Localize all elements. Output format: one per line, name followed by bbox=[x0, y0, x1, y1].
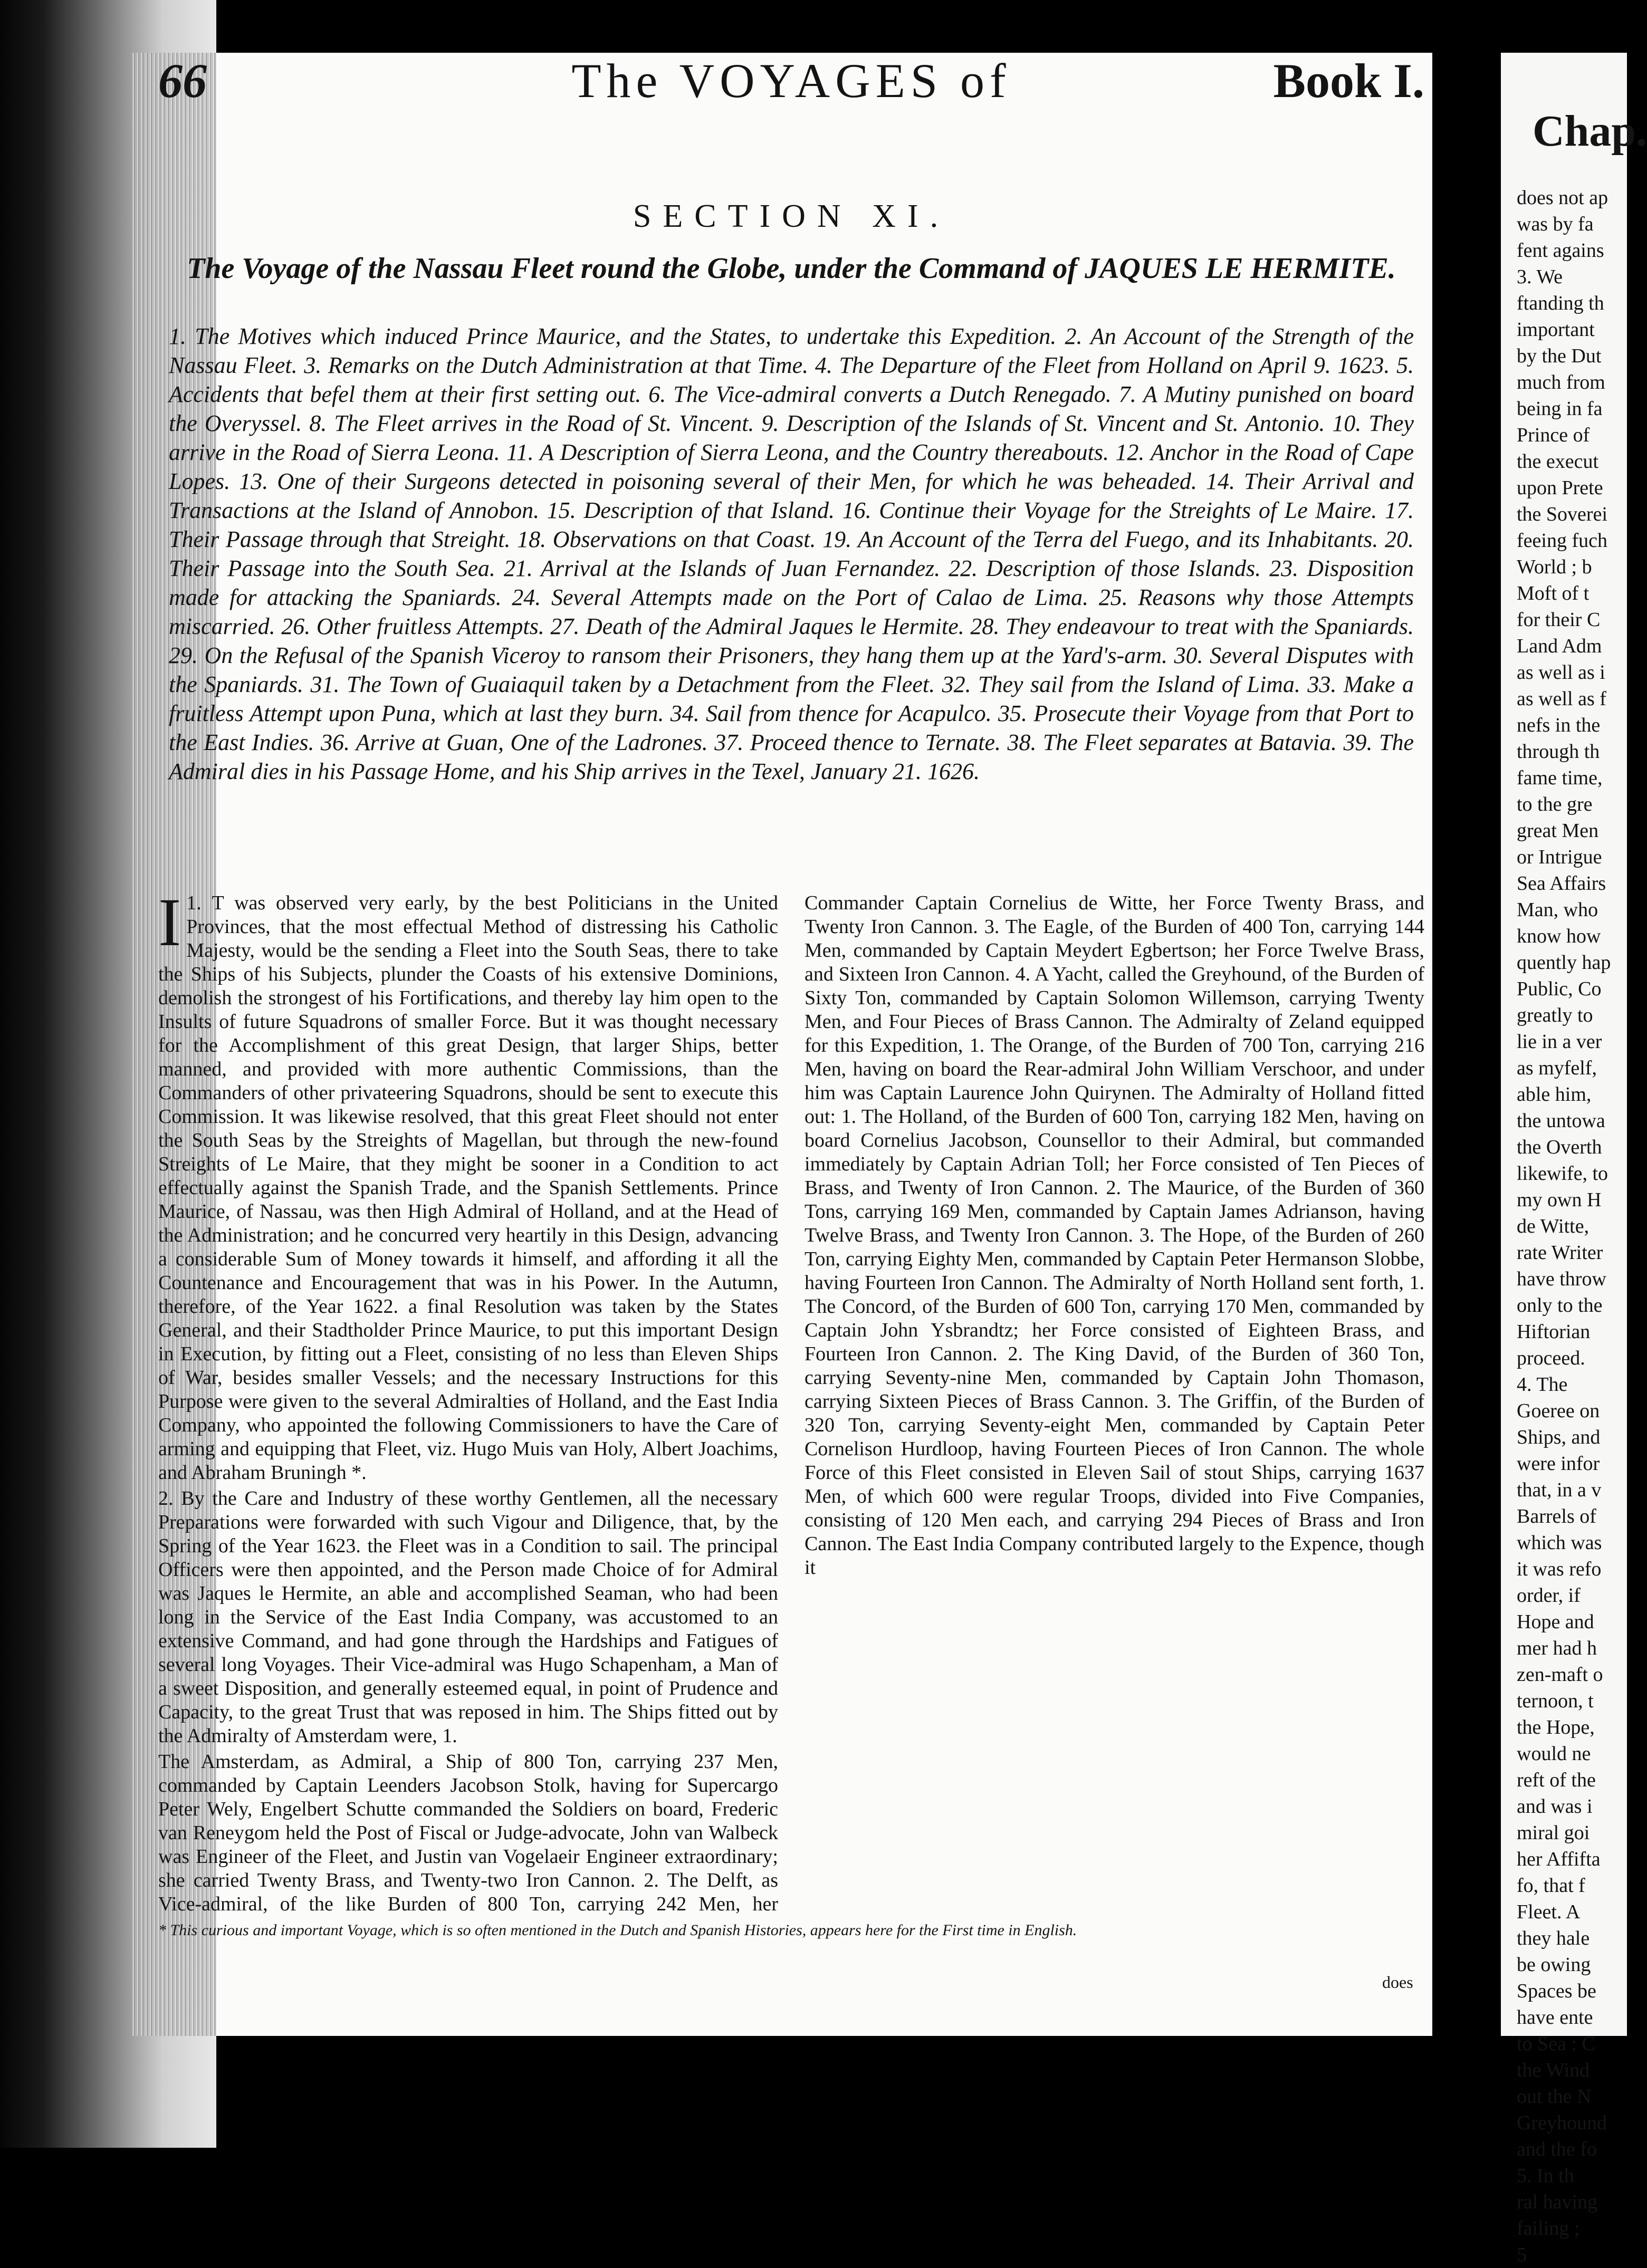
right-page-line: order, if bbox=[1517, 1584, 1581, 1607]
right-page-line: were infor bbox=[1517, 1453, 1600, 1475]
right-page-line: the Hope, bbox=[1517, 1716, 1595, 1738]
right-page-line: zen-maft o bbox=[1517, 1664, 1603, 1686]
right-page-line: Greyhound bbox=[1517, 2112, 1607, 2134]
right-page-line: was by fa bbox=[1517, 213, 1594, 235]
right-page-line: rate Writer bbox=[1517, 1242, 1603, 1264]
right-page-line: the untowa bbox=[1517, 1110, 1605, 1132]
right-page-line: as well as i bbox=[1517, 661, 1605, 684]
right-page-line: proceed. bbox=[1517, 1347, 1585, 1369]
right-page-line: know how bbox=[1517, 925, 1601, 947]
right-page-line: Ships, and bbox=[1517, 1426, 1601, 1448]
right-page-line: and was i bbox=[1517, 1795, 1593, 1818]
right-page-line: ftanding th bbox=[1517, 292, 1604, 314]
right-page-line: important bbox=[1517, 319, 1595, 341]
right-page-line: my own H bbox=[1517, 1189, 1602, 1211]
right-page-line: greatly to bbox=[1517, 1004, 1593, 1026]
section-contents: 1. The Motives which induced Prince Maurice, and the States, to undertake this Expedition. 2. An Account of the Strength of the Nassau Fleet. 3. Remarks on the Dutch Administration at that Time. 4. The Departure of the Fleet from Holland on April 9. 1623. 5. Accidents that befel them at their first setting out. 6. The Vice-admiral converts a Dutch Renegado. 7. A Mutiny punished on board the Overyssel. 8. The Fleet arrives in the Road of St. Vincent. 9. Description of the Islands of St. Vincent and St. Antonio. 10. They arrive in the Road of Sierra Leona. 11. A Description of Sierra Leona, and the Country thereabouts. 12. Anchor in the Road of Cape Lopes. 13. One of their Surgeons detected in poisoning several of their Men, for which he was beheaded. 14. Their Arrival and Transactions at the Island of Annobon. 15. Description of that Island. 16. Continue their Voyage for the Streights of Le Maire. 17. Their Passage through that Streight. 18. Observations on that Coast. 19. An Account of the Terra del Fuego, and its Inhabitants. 20. Their Passage into the South Sea. 21. Arrival at the Islands of Juan Fernandez. 22. Description of those Islands. 23. Disposition made for attacking the Spaniards. 24. Several Attempts made on the Port of Calao de Lima. 25. Reasons why those Attempts miscarried. 26. Other fruitless Attempts. 27. Death of the Admiral Jaques le Hermite. 28. They endeavour to treat with the Spaniards. 29. On the Refusal of the Spanish Viceroy to ransom their Prisoners, they hang them up at the Yard's-arm. 30. Several Disputes with the Spaniards. 31. The Town of Guaiaquil taken by a Detachment from the Fleet. 32. They sail from the Island of Lima. 33. Make a fruitless Attempt upon Puna, which at last they burn. 34. Sail from thence for Acapulco. 35. Prosecute their Voyage from that Port to the East Indies. 36. Arrive at Guan, One of the Ladrones. 37. Proceed thence to Ternate. 38. The Fleet separates at Batavia. 39. The Admiral dies in his Passage Home, and his Ship arrives in the Texel, January 21. 1626. bbox=[169, 323, 1414, 784]
page-number: 66 bbox=[158, 54, 207, 108]
right-page-line: upon Prete bbox=[1517, 477, 1603, 499]
right-page-line: only to the bbox=[1517, 1294, 1603, 1316]
right-page-line: the execut bbox=[1517, 450, 1599, 473]
right-page-line: Hope and bbox=[1517, 1611, 1594, 1633]
right-page-line: or Intrigue bbox=[1517, 846, 1602, 868]
right-page-line: much from bbox=[1517, 371, 1605, 393]
right-page-line: ral having bbox=[1517, 2191, 1598, 2213]
right-page-line: lie in a ver bbox=[1517, 1031, 1602, 1053]
right-page-line: to Sea : C bbox=[1517, 2033, 1595, 2055]
paragraph-1 bbox=[158, 885, 779, 1485]
right-page-line: have ente bbox=[1517, 2006, 1593, 2029]
right-page-line: which was bbox=[1517, 1532, 1602, 1554]
right-page-line: de Witte, bbox=[1517, 1215, 1589, 1237]
paragraph-number: 1. bbox=[186, 892, 202, 914]
right-page-line: 5 bbox=[1517, 2244, 1527, 2266]
body-columns bbox=[158, 885, 1424, 1920]
right-page-line: fame time, bbox=[1517, 767, 1603, 789]
right-page-line: to the gre bbox=[1517, 793, 1593, 815]
right-page-line: nefs in the bbox=[1517, 714, 1601, 736]
right-page-line: through th bbox=[1517, 741, 1600, 763]
right-page-line: fent agains bbox=[1517, 239, 1604, 262]
right-page-line: reft of the bbox=[1517, 1769, 1596, 1791]
right-page-line: it was refo bbox=[1517, 1558, 1602, 1580]
section-heading: SECTION XI. bbox=[633, 198, 950, 234]
right-page-line: 3. We bbox=[1517, 266, 1563, 288]
right-page-line: quently hap bbox=[1517, 952, 1611, 974]
right-page-line: as well as f bbox=[1517, 688, 1606, 710]
right-page-line: Spaces be bbox=[1517, 1980, 1596, 2002]
right-page-line: her Affifta bbox=[1517, 1848, 1601, 1870]
right-page-line: Barrels of bbox=[1517, 1505, 1596, 1527]
right-page-line: Moft of t bbox=[1517, 582, 1589, 604]
right-page-line: Goeree on bbox=[1517, 1400, 1600, 1422]
right-page-line: Public, Co bbox=[1517, 978, 1602, 1000]
right-page-line: does not ap bbox=[1517, 187, 1608, 209]
right-page-line: would ne bbox=[1517, 1743, 1591, 1765]
drop-cap: I bbox=[158, 885, 181, 960]
right-page-line: Man, who bbox=[1517, 899, 1598, 921]
book-label: Book I. bbox=[1273, 54, 1424, 108]
right-page-line: 4. The bbox=[1517, 1373, 1568, 1396]
right-page-line: by the Dut bbox=[1517, 345, 1602, 367]
right-page-text bbox=[1517, 185, 1622, 2268]
paragraph-2: 2. By the Care and Industry of these worthy Gentlemen, all the necessary Preparations were forwarded with such Vigour and Diligence, that, by the Spring of the Year 1623. the Fleet was in a Condition to sail. The principal Officers were then appointed, and the Person made Choice of for Admiral was Jaques le Hermite, an able and accomplished Seaman, who had been long in the Service of the East India Company, was accustomed to an extensive Command, and had gone through the Hardships and Fatigues of several long Voyages. Their Vice-admiral was Hugo Schapenham, a Man of a sweet Disposition, and generally esteemed equal, in point of Prudence and Capacity, to the great Trust that was reposed in him. The Ships fitted out by the Admiralty of Amsterdam were, 1. bbox=[158, 1487, 778, 1747]
right-page-line: out the N bbox=[1517, 2086, 1592, 2108]
right-page-line: ternoon, t bbox=[1517, 1690, 1594, 1712]
right-page-line: the Overth bbox=[1517, 1136, 1602, 1158]
catchword: does bbox=[1382, 1973, 1413, 1992]
right-page-line: and the fo bbox=[1517, 2138, 1597, 2160]
right-page-line: 5. In th bbox=[1517, 2165, 1574, 2187]
right-page bbox=[1501, 53, 1647, 2266]
right-page-line: for their C bbox=[1517, 609, 1601, 631]
voyage-title: The Voyage of the Nassau Fleet round the Globe, under the Command of JAQUES LE HERMITE. bbox=[187, 252, 1396, 285]
right-page-line: Fleet. A bbox=[1517, 1901, 1581, 1923]
right-page-line: great Men bbox=[1517, 820, 1599, 842]
right-page-line: the Soverei bbox=[1517, 503, 1608, 525]
right-page-line: mer had h bbox=[1517, 1637, 1597, 1659]
right-page-line: able him, bbox=[1517, 1083, 1592, 1106]
right-page-line: Prince of bbox=[1517, 424, 1590, 446]
right-page-line: Land Adm bbox=[1517, 635, 1602, 657]
right-page-line: that, in a v bbox=[1517, 1479, 1602, 1501]
footnote: * This curious and important Voyage, which is so often mentioned in the Dutch and Spanish Histories, appears here for the First time in English. bbox=[158, 1921, 1077, 1939]
running-head bbox=[158, 53, 1424, 127]
right-page-line: Sea Affairs bbox=[1517, 872, 1606, 895]
right-page-line: as myfelf, bbox=[1517, 1057, 1597, 1079]
right-page-head: Chap. bbox=[1533, 107, 1647, 156]
right-page-line: they hale bbox=[1517, 1927, 1590, 1949]
right-page-line: the Wind bbox=[1517, 2059, 1590, 2081]
right-page-line: be owing bbox=[1517, 1954, 1591, 1976]
right-page-line: feeing fuch bbox=[1517, 530, 1607, 552]
running-title: The VOYAGES of bbox=[571, 54, 1011, 108]
right-page-line: being in fa bbox=[1517, 398, 1603, 420]
right-page-line: likewife, to bbox=[1517, 1162, 1608, 1185]
right-page-line: miral goi bbox=[1517, 1822, 1590, 1844]
paragraph-1-text: T was observed very early, by the best Politicians in the United Provinces, that the most effectual Method of distressing his Catholic Majesty, would be the sending a Fleet into the South Seas, there to take the Ships of his Subjects, plunder the Coasts of his extensive Dominions, demolish the strongest of his Fortifications, and thereby lay him open to the Insults of future Squadrons of smaller Force. But it was thought necessary for the Accomplishment of this great Design, that larger Ships, better manned, and provided with more authentic Commissions, than the Commanders of other privateering Squadrons, should be sent to execute this Commission. It was likewise resolved, that this great Fleet should not enter the South Seas by the Streights of Magellan, but through the new-found Streights of Le Maire, that they might be sooner in a Condition to act effectually against the Spanish Trade, and the Spanish Settlements. Prince Maurice, of Nassau, was then High Admiral of Holland, and at the Head of the Administration; and he concurred very heartily in this Design, advancing a considerable Sum of Money towards it himself, and affording it all the Countenance and Encouragement that was in his Power. In the Autumn, therefore, of the Year 1622. a final Resolution was taken by the States General, and their Stadtholder Prince Maurice, to put this important Design in Execution, by fitting out a Fleet, consisting of no less than Eleven Ships of War, besides smaller Vessels; and the necessary Instructions for this Purpose were given to the several Admiralties of Holland, and the East India Company, who appointed the following Commissioners to have the Care of arming and equipping that Fleet, viz. Hugo Muis van Holy, Albert Joachims, and Abraham Bruningh *. bbox=[158, 892, 779, 1484]
paragraph-3: The Amsterdam, as Admiral, a Ship of 800 Ton, carrying 237 Men, commanded by Captain Leenders Jacobson Stolk, having for Supercargo Peter Wely, Engelbert Schutte commanded the Soldiers on board, Frederic van Reneygom held the Post of Fiscal or Judge-advocate, John van Walbeck was Engineer of the Fleet, and Justin van Vogelaeir Engineer extraordinary; she carried Twenty Brass, and Twenty-two Iron Cannon. 2. The Delft, as Vice-admiral, of the like Burden of 800 Ton, carrying 242 Men, her Commander Captain Cornelius de Witte, her Force Twenty Brass, and Twenty Iron Cannon. 3. The Eagle, of the Burden of 400 Ton, carrying 144 Men, commanded by Captain Meydert Egbertson; her Force Twelve Brass, and Sixteen Iron Cannon. 4. A Yacht, called the Greyhound, of the Burden of Sixty Ton, commanded by Captain Solomon Willemson, carrying Twenty Men, and Four Pieces of Brass Cannon. The Admiralty of Zeland equipped for this Expedition, 1. The Orange, of the Burden of 700 Ton, carrying 216 Men, having on board the Rear-admiral John William Verschoor, and under him was Captain Laurence John Quirynen. The Admiralty of Holland fitted out: 1. The Holland, of the Burden of 600 Ton, carrying 182 Men, having on board Cornelius Jacobson, Counsellor to their Admiral, but commanded immediately by Captain Adrian Toll; her Force consisted of Ten Pieces of Brass, and Twenty of Iron Cannon. 2. The Maurice, of the Burden of 360 Tons, carrying 169 Men, commanded by Captain James Adrianson, having Twelve Brass, and Twenty Iron Cannon. 3. The Hope, of the Burden of 260 Ton, carrying Eighty Men, commanded by Captain Peter Hermanson Slobbe, having Fourteen Iron Cannon. The Admiralty of North Holland sent forth, 1. The Concord, of the Burden of 600 Ton, carrying 170 Men, commanded by Captain John Ysbrandtz; her Force consisted of Eighteen Brass, and Fourteen Iron Cannon. 2. The King David, of the Burden of 360 Ton, carrying Seventy-nine Men, commanded by Captain John Thomason, carrying Sixteen Pieces of Brass Cannon. 3. The Griffin, of the Burden of 320 Ton, carrying Seventy-eight Men, commanded by Captain Peter Cornelison Hurdloop, having Fourteen Pieces of Iron Cannon. The whole Force of this Fleet consisted in Eleven Sail of stout Ships, carrying 1637 Men, of which 600 were regular Troops, divided into Five Companies, consisting of 120 Men each, and carrying 294 Pieces of Brass and Iron Cannon. The East India Company contributed largely to the Expence, though it bbox=[158, 892, 1424, 1915]
right-page-line: Hiftorian bbox=[1517, 1321, 1591, 1343]
right-page-line: fo, that f bbox=[1517, 1875, 1585, 1897]
right-page-line: have throw bbox=[1517, 1268, 1606, 1290]
right-page-line: World ; b bbox=[1517, 556, 1592, 578]
right-page-line: failing ; bbox=[1517, 2217, 1580, 2240]
